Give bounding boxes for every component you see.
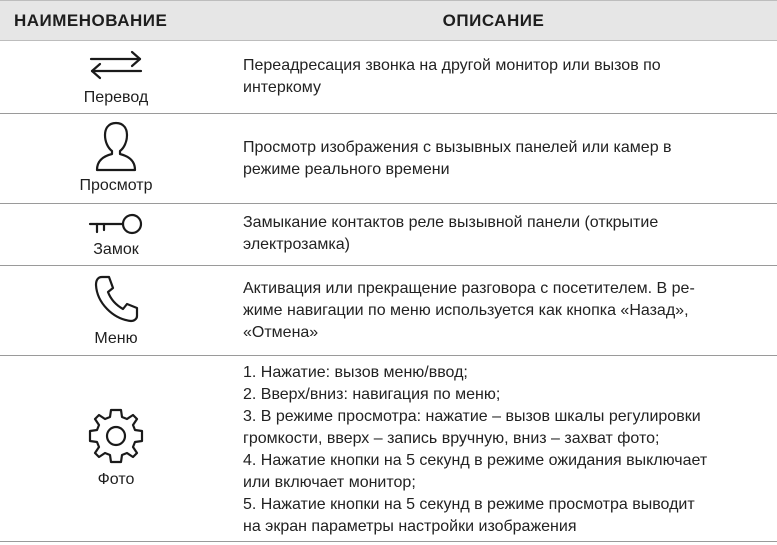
- row-name: Перевод: [83, 89, 149, 106]
- name-cell: [0, 41, 232, 113]
- name-cell: [0, 114, 232, 203]
- table-row: [0, 204, 777, 266]
- person-icon: [94, 120, 138, 174]
- phone-icon: [92, 274, 140, 324]
- desc-line: Активация или прекращение разговора с посетителем. В ре-: [243, 280, 695, 297]
- key-icon: [86, 212, 146, 236]
- desc-line: 1. Нажатие: вызов меню/ввод;: [243, 364, 468, 381]
- row-name: Просмотр: [79, 177, 153, 194]
- desc-line: «Отмена»: [243, 324, 319, 341]
- desc-line: электрозамка): [243, 236, 350, 253]
- desc-line: Просмотр изображения с вызывных панелей или камер в: [243, 139, 672, 156]
- desc-line: режиме реального времени: [243, 161, 450, 178]
- row-description: [243, 278, 763, 344]
- header-description: ОПИСАНИЕ: [442, 11, 545, 30]
- row-description: [243, 55, 763, 99]
- name-cell: [0, 266, 232, 355]
- desc-line: или включает монитор;: [243, 474, 416, 491]
- table-row: [0, 114, 777, 204]
- desc-line: Переадресация звонка на другой монитор или вызов по: [243, 57, 661, 74]
- table-row: [0, 356, 777, 542]
- desc-line: 4. Нажатие кнопки на 5 секунд в режиме ожидания выключает: [243, 452, 708, 469]
- header-name: НАИМЕНОВАНИЕ: [14, 11, 168, 30]
- table-row: [0, 41, 777, 114]
- row-description: [243, 137, 763, 181]
- desc-line: 3. В режиме просмотра: нажатие – вызов шкалы регулировки: [243, 408, 701, 425]
- table-header: [0, 0, 777, 41]
- row-name: Замок: [93, 241, 139, 258]
- gear-icon: [86, 406, 146, 466]
- desc-line: на экран параметры настройки изображения: [243, 518, 577, 535]
- desc-line: жиме навигации по меню используется как кнопка «Назад»,: [243, 302, 689, 319]
- desc-line: Замыкание контактов реле вызывной панели (открытие: [243, 214, 659, 231]
- table-row: [0, 266, 777, 356]
- row-name: Фото: [97, 471, 135, 488]
- desc-line: интеркому: [243, 79, 321, 96]
- desc-line: 5. Нажатие кнопки на 5 секунд в режиме просмотра выводит: [243, 496, 695, 513]
- row-description: [243, 212, 763, 256]
- row-description: [243, 362, 763, 538]
- desc-line: 2. Вверх/вниз: навигация по меню;: [243, 386, 501, 403]
- desc-line: громкости, вверх – запись вручную, вниз – захват фото;: [243, 430, 660, 447]
- row-name: Меню: [94, 330, 138, 347]
- transfer-arrows-icon: [88, 49, 144, 81]
- name-cell: [0, 204, 232, 265]
- name-cell: [0, 356, 232, 541]
